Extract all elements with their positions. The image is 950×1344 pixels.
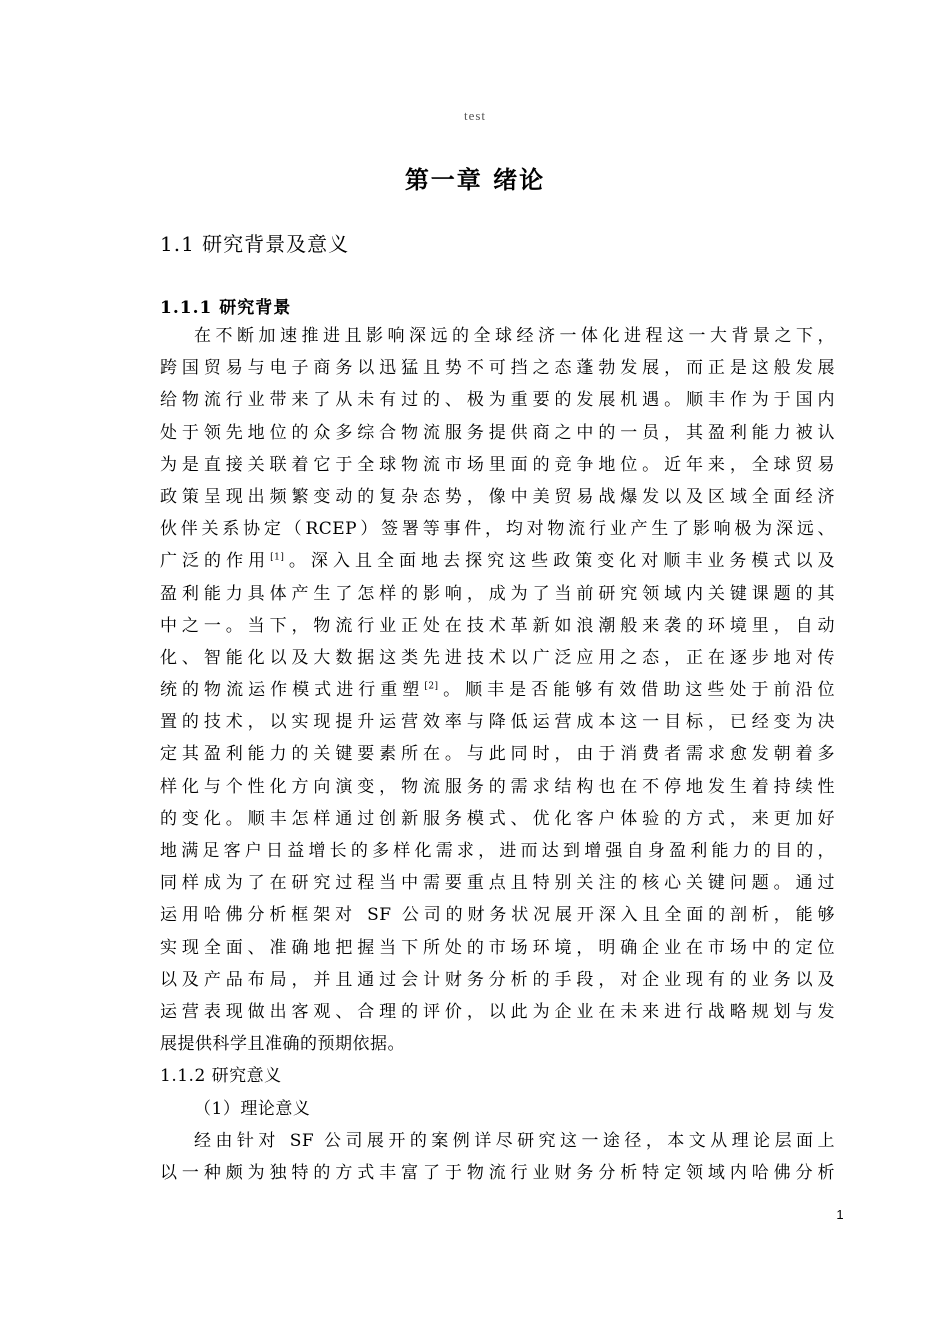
paragraph-line: 化、智能化以及大数据这类先进技术以广泛应用之态，正在逐步地对传	[160, 647, 835, 668]
paragraph-line: 定其盈利能力的关键要素所在。与此同时，由于消费者需求愈发朝着多	[160, 744, 835, 765]
paragraph-line: 运用哈佛分析框架对 SF 公司的财务状况展开深入且全面的剖析，能够	[160, 905, 835, 926]
citation-marker: [1]	[270, 552, 285, 563]
paragraph-line: 地满足客户日益增长的多样化需求，进而达到增强自身盈利能力的目的，	[160, 841, 835, 861]
paragraph-line: 以一种颇为独特的方式丰富了于物流行业财务分析特定领域内哈佛分析	[160, 1162, 835, 1183]
paragraph-line: 运营表现做出客观、合理的评价，以此为企业在未来进行战略规划与发	[160, 1001, 835, 1022]
paragraph-line: 置的技术，以实现提升运营效率与降低运营成本这一目标，已经变为决	[160, 712, 835, 733]
subsection-heading-significance: 1.1.2 研究意义	[160, 1066, 282, 1087]
section-heading: 1.1 研究背景及意义	[160, 232, 350, 256]
paragraph-line: 以及产品布局，并且通过会计财务分析的手段，对企业现有的业务以及	[160, 969, 835, 990]
body-text	[160, 320, 835, 1189]
paragraph-line: 经由针对 SF 公司展开的案例详尽研究这一途径，本文从理论层面上	[194, 1130, 835, 1151]
paragraph-line: 处于领先地位的众多综合物流服务提供商之中的一员，其盈利能力被认	[160, 422, 835, 443]
paragraph-line: 统的物流运作模式进行重塑[2]。顺丰是否能够有效借助这些处于前沿位	[160, 680, 836, 701]
chapter-title: 第一章 绪论	[404, 165, 546, 194]
paragraph-line: 展提供科学且准确的预期依据。	[160, 1034, 405, 1055]
subsection-heading-background: 1.1.1 研究背景	[160, 298, 292, 318]
list-item-theory: （1）理论意义	[194, 1098, 311, 1119]
paragraph-line: 的变化。顺丰怎样通过创新服务模式、优化客户体验的方式，来更加好	[160, 808, 835, 829]
page-header: test	[463, 108, 487, 123]
paragraph-line: 实现全面、准确地把握当下所处的市场环境，明确企业在市场中的定位	[160, 937, 835, 958]
paragraph-significance	[160, 1125, 835, 1189]
paragraph-line: 盈利能力具体产生了怎样的影响，成为了当前研究领域内关键课题的其	[160, 583, 835, 604]
paragraph-line: 中之一。当下，物流行业正处在技术革新如浪潮般来袭的环境里，自动	[160, 615, 835, 636]
paragraph-line: 同样成为了在研究过程当中需要重点且特别关注的核心关键问题。通过	[160, 873, 835, 894]
paragraph-line: 给物流行业带来了从未有过的、极为重要的发展机遇。顺丰作为于国内	[160, 390, 835, 411]
paragraph-line: 广泛的作用[1]。深入且全面地去探究这些政策变化对顺丰业务模式以及	[160, 551, 835, 572]
paragraph-line: 伙伴关系协定（RCEP）签署等事件，均对物流行业产生了影响极为深远、	[160, 519, 835, 540]
paragraph-line: 跨国贸易与电子商务以迅猛且势不可挡之态蓬勃发展，而正是这般发展	[160, 358, 835, 379]
paragraph-background	[160, 320, 835, 1060]
paragraph-line: 为是直接关联着它于全球物流市场里面的竞争地位。近年来，全球贸易	[160, 454, 835, 475]
page-number: 1	[836, 1207, 844, 1222]
paragraph-line: 样化与个性化方向演变，物流服务的需求结构也在不停地发生着持续性	[160, 776, 835, 797]
citation-marker: [2]	[424, 681, 439, 692]
paragraph-line: 政策呈现出频繁变动的复杂态势，像中美贸易战爆发以及区域全面经济	[160, 486, 835, 507]
paragraph-line: 在不断加速推进且影响深远的全球经济一体化进程这一大背景之下，	[194, 326, 835, 346]
